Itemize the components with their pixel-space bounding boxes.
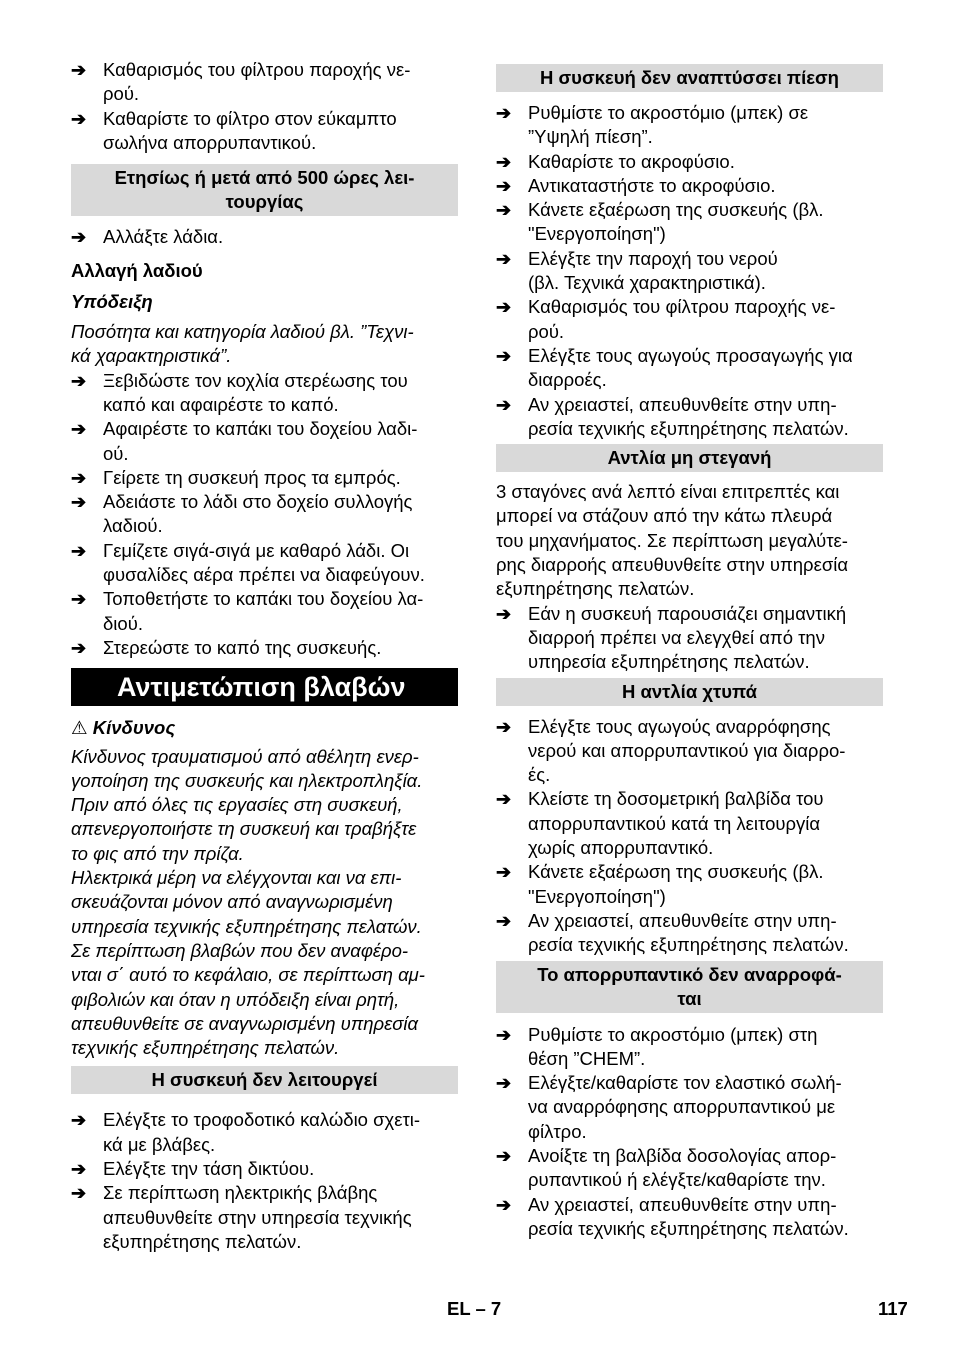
arrow-icon: ➔ [71,108,87,129]
arrow-icon: ➔ [496,1024,512,1045]
list-item-text: Ρυθμίστε το ακροστόμιο (μπεκ) σε ”Υψηλή πίεση”. [528,102,809,148]
arrow-icon: ➔ [496,603,512,624]
danger-title-row [71,716,458,740]
arrow-icon: ➔ [496,297,512,318]
section-heading-detergent [496,961,883,1013]
list-not-working [71,1108,458,1254]
arrow-icon: ➔ [71,589,87,610]
list-item [71,58,458,107]
list-item-text: Αδειάστε το λάδι στο δοχείο συλλογής λαδιού. [103,491,413,537]
list-leak [496,602,883,675]
section-heading-not-working [71,1066,458,1094]
heading-text: Η συσκευή δεν αναπτύσσει πίεση [540,67,839,88]
troubleshooting-heading: Αντιμετώπιση βλαβών [71,668,458,706]
section-heading-annual [71,164,458,216]
list-item [496,1023,883,1072]
arrow-icon: ➔ [71,227,87,248]
arrow-icon: ➔ [496,1073,512,1094]
arrow-icon: ➔ [496,1145,512,1166]
danger-text: Κίνδυνος τραυματισμού από αθέλητη ενερ- γοποίηση της συσκευής και ηλεκτροπληξία. Πριν από όλες τις εργασίες στη συσκευή, απενεργοποιήστε τη συσκευή και τραβήξτε το φις από την πρίζα. Ηλεκτρικά μέρη να ελέγχονται και να επι- σκευάζονται μόνον από αναγνωρισμένη υπηρεσία τεχνικής εξυπηρέτησης πελατών. Σε περίπτωση βλαβών που δεν αναφέρο- νται σ΄ αυτό το κεφάλαιο, σε περίπτωση αμ- φιβολιών και όταν η υπόδειξη είναι ρητή, απευθυνθείτε σε αναγνωρισμένη υπηρεσία τεχνικής εξυπηρέτησης πελατών. [71,745,425,1059]
list-item [71,225,458,249]
arrow-icon: ➔ [71,60,87,80]
warning-icon: ⚠ [71,717,88,739]
list-item-text: Ελέγξτε την τάση δικτύου. [103,1157,315,1179]
list-item-text: Γείρετε τη συσκευή προς τα εμπρός. [103,466,401,488]
arrow-icon: ➔ [496,716,512,737]
danger-title: Κίνδυνος [92,717,176,739]
note-text: Ποσότητα και κατηγορία λαδιού βλ. ”Τεχνι- κά χαρακτηριστικά”. [71,321,414,367]
arrow-icon: ➔ [496,248,512,269]
heading-text: Η συσκευή δεν λειτουργεί [151,1069,378,1091]
list-item [496,860,883,909]
list-item [71,539,458,588]
list-item-text: Εάν η συσκευή παρουσιάζει σημαντική διαρροή πρέπει να ελεγχθεί από την υπηρεσία εξυπηρέτησης πελατών. [528,602,847,673]
arrow-icon: ➔ [71,1158,87,1179]
list-item-text: Ελέγξτε τους αγωγούς προσαγωγής για διαρροές. [528,344,853,391]
list-item-text: Αλλάξτε λάδια. [103,226,224,248]
arrow-icon: ➔ [496,345,512,366]
list-top [71,58,458,155]
list-item [496,715,883,788]
arrow-icon: ➔ [71,1183,87,1204]
arrow-icon: ➔ [496,910,512,931]
list-item-text: Καθαρίστε το φίλτρο στον εύκαμπτο σωλήνα απορρυπαντικού. [103,107,397,153]
list-item [496,1193,883,1242]
note-title: Υπόδειξη [71,290,153,312]
list-item-text: Ελέγξτε το τροφοδοτικό καλώδιο σχετι- κά με βλάβες. [103,1109,421,1155]
list-item-text: Γεμίζετε σιγά-σιγά με καθαρό λάδι. Οι φυσαλίδες αέρα πρέπει να διαφεύγουν. [103,539,425,586]
list-item [496,602,883,675]
list-item [71,466,458,490]
list-item-text: Κάνετε εξαέρωση της συσκευής (βλ. "Ενεργοποίηση") [528,199,824,245]
oil-change-title: Αλλαγή λαδιού [71,260,203,282]
list-item [496,174,883,198]
list-item [496,1144,883,1193]
list-item-text: Αν χρειαστεί, απευθυνθείτε στην υπη- ρεσία τεχνικής εξυπηρέτησης πελατών. [528,393,849,439]
list-item-text: Τοποθετήστε το καπάκι του δοχείου λα- διού. [103,588,424,634]
list-item [496,909,883,958]
list-item-text: Αν χρειαστεί, απευθυνθείτε στην υπη- ρεσία τεχνικής εξυπηρέτησης πελατών. [528,909,849,956]
arrow-icon: ➔ [71,419,87,440]
arrow-icon: ➔ [496,103,512,123]
heading-text: Η αντλία χτυπά [621,680,758,702]
list-item [496,150,883,174]
list-item [496,247,883,296]
list-item [496,344,883,393]
arrow-icon: ➔ [71,370,87,391]
footer-page-number: 117 [878,1298,908,1319]
list-item-text: Σε περίπτωση ηλεκτρικής βλάβης απευθυνθείτε στην υπηρεσία τεχνικής εξυπηρέτησης πελατών. [103,1182,412,1252]
section-heading-knock [496,678,883,706]
list-oil [71,369,458,661]
list-item [496,198,883,247]
list-item-text: Στερεώστε το καπό της συσκευής. [103,636,382,658]
list-item [71,587,458,636]
arrow-icon: ➔ [71,637,87,658]
list-item-text: Καθαρισμός του φίλτρου παροχής νε- ρού. [528,296,836,342]
arrow-icon: ➔ [71,540,87,561]
arrow-icon: ➔ [496,200,512,221]
list-item [71,417,458,466]
section-heading-leak [496,444,883,472]
list-item [71,1157,458,1181]
arrow-icon: ➔ [496,789,512,810]
arrow-icon: ➔ [496,1194,512,1215]
list-item [71,107,458,156]
list-item-text: Κάνετε εξαέρωση της συσκευής (βλ. "Ενεργοποίηση") [528,861,824,907]
list-item-text: Ξεβιδώστε τον κοχλία στερέωσης του καπό και αφαιρέστε το καπό. [103,369,408,415]
heading-text: Αντλία μη στεγανή [607,447,772,469]
arrow-icon: ➔ [71,467,87,488]
list-item [496,393,883,442]
right-column [496,58,883,1241]
list-item-text: Αντικαταστήστε το ακροφύσιο. [528,174,776,196]
left-column [71,58,458,1254]
list-item-text: Καθαρίστε το ακροφύσιο. [528,150,735,172]
arrow-icon: ➔ [496,175,512,196]
list-annual [71,225,458,249]
arrow-icon: ➔ [71,492,87,513]
list-item-text: Ρυθμίστε το ακροστόμιο (μπεκ) στη θέση ”CHEM”. [528,1023,818,1069]
list-item [71,1108,458,1157]
list-item-text: Ελέγξτε την παροχή του νερού (βλ. Τεχνικά χαρακτηριστικά). [528,247,778,294]
list-item-text: Κλείστε τη δοσομετρική βαλβίδα του απορρυπαντικού κατά τη λειτουργία χωρίς απορρυπαντικό. [528,788,824,859]
list-item-text: Ελέγξτε τους αγωγούς αναρρόφησης νερού και απορρυπαντικού για διαρρο- ές. [528,715,846,786]
section-heading-no-pressure [496,64,883,92]
list-item [496,1071,883,1144]
arrow-icon: ➔ [496,862,512,883]
arrow-icon: ➔ [71,1110,87,1131]
list-item [496,787,883,860]
list-item [71,369,458,418]
list-item-text: Αν χρειαστεί, απευθυνθείτε στην υπη- ρεσία τεχνικής εξυπηρέτησης πελατών. [528,1193,849,1239]
arrow-icon: ➔ [496,151,512,172]
list-item-text: Αφαιρέστε το καπάκι του δοχείου λαδι- ού. [103,418,418,464]
list-item [496,295,883,344]
list-item [496,101,883,150]
heading-text: Το απορρυπαντικό δεν αναρροφά- ται [537,963,842,1009]
list-item [71,1181,458,1254]
list-item-text: Καθαρισμός του φίλτρου παροχής νε- ρού. [103,59,411,105]
footer-page-label: EL – 7 [447,1298,502,1319]
list-item [71,490,458,539]
arrow-icon: ➔ [496,394,512,415]
list-item [71,636,458,660]
list-item-text: Ελέγξτε/καθαρίστε τον ελαστικό σωλή- να αναρρόφησης απορρυπαντικού με φίλτρο. [528,1072,842,1142]
list-detergent [496,1023,883,1242]
list-no-pressure [496,101,883,441]
list-knock [496,715,883,958]
leak-text: 3 σταγόνες ανά λεπτό είναι επιτρεπτές και μπορεί να στάζουν από την κάτω πλευρά του μηχανήματος. Σε περίπτωση μεγαλύτε- ρης διαρροής απευθυνθείτε στην υπηρεσία εξυπηρέτησης πελατών. [496,481,849,600]
heading-text: Ετησίως ή μετά από 500 ώρες λει- τουργίας [114,167,415,213]
list-item-text: Ανοίξτε τη βαλβίδα δοσολογίας απορ- ρυπαντικού ή ελέγξτε/καθαρίστε την. [528,1144,837,1191]
